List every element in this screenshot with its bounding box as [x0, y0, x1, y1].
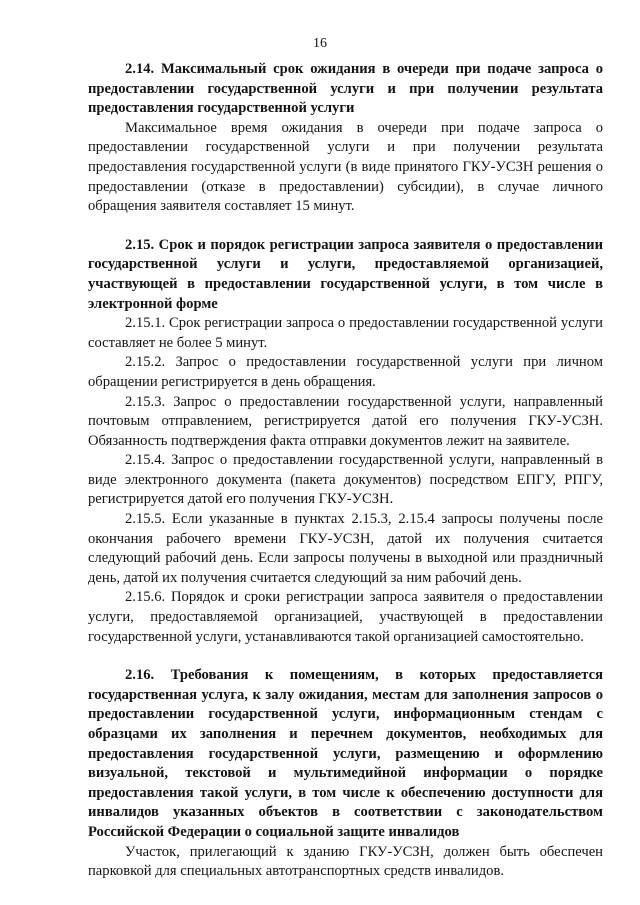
paragraph: 2.15.4. Запрос о предоставлении государственной услуги, направленный в виде электронного документа (пакета документов) посредством ЕПГУ, РПГУ, регистрируется датой его получения ГКУ-УСЗН.	[88, 452, 603, 508]
paragraph: 2.15.5. Если указанные в пунктах 2.15.3, 2.15.4 запросы получены после окончания рабочего времени ГКУ-УСЗН, датой их получения считается следующий рабочий день. Если запросы получены в выходной или праздничный день, датой их получения считается следующий за ним рабочий день.	[88, 511, 603, 586]
paragraph: 2.15.2. Запрос о предоставлении государственной услуги при личном обращении регистрируется в день обращения.	[88, 354, 603, 390]
section-2-14	[88, 60, 603, 217]
section-2-16	[88, 666, 603, 882]
section-heading: 2.15. Срок и порядок регистрации запроса заявителя о предоставлении государственной услуги и услуги, предоставляемой организацией, участвующей в предоставлении государственной услуги, в том числе в электронной форме	[88, 236, 603, 312]
page-content	[88, 60, 603, 882]
paragraph: Участок, прилегающий к зданию ГКУ-УСЗН, должен быть обеспечен парковкой для специальных автотранспортных средств инвалидов.	[88, 843, 603, 880]
page-number: 16	[313, 36, 327, 51]
section-heading: 2.16. Требования к помещениям, в которых предоставляется государственная услуга, к залу ожидания, местам для заполнения запросов о предоставлении государственной услуги, информационным стендам с образцами их заполнения и перечнем документов, необходимых для предоставления государственной услуги, размещению и оформлению визуальной, текстовой и мультимедийной информации о порядке предоставления такой услуги, в том числе к обеспечению доступности для инвалидов указанных объектов в соответствии с законодательством Российской Федерации о социальной защите инвалидов	[88, 667, 603, 840]
paragraph: 2.15.6. Порядок и сроки регистрации запроса заявителя о предоставлении услуги, предоставляемой организацией, участвующей в предоставлении государственной услуги, устанавливаются такой организацией самостоятельно.	[88, 589, 603, 645]
section-heading: 2.14. Максимальный срок ожидания в очереди при подаче запроса о предоставлении государственной услуги и при получении результата предоставления государственной услуги	[88, 61, 603, 117]
paragraph: 2.15.1. Срок регистрации запроса о предоставлении государственной услуги составляет не более 5 минут.	[88, 315, 603, 351]
section-2-15	[88, 236, 603, 647]
paragraph: Максимальное время ожидания в очереди при подаче запроса о предоставлении государственной услуги и при получении результата предоставления государственной услуги (в виде принятого ГКУ-УСЗН решения о предоставлении (отказе в предоставлении) субсидии), в случае личного обращения заявителя составляет 15 минут.	[88, 119, 603, 215]
paragraph: 2.15.3. Запрос о предоставлении государственной услуги, направленный почтовым отправлением, регистрируется датой его получения ГКУ-УСЗН. Обязанность подтверждения факта отправки документов лежит на заявителе.	[88, 393, 603, 449]
